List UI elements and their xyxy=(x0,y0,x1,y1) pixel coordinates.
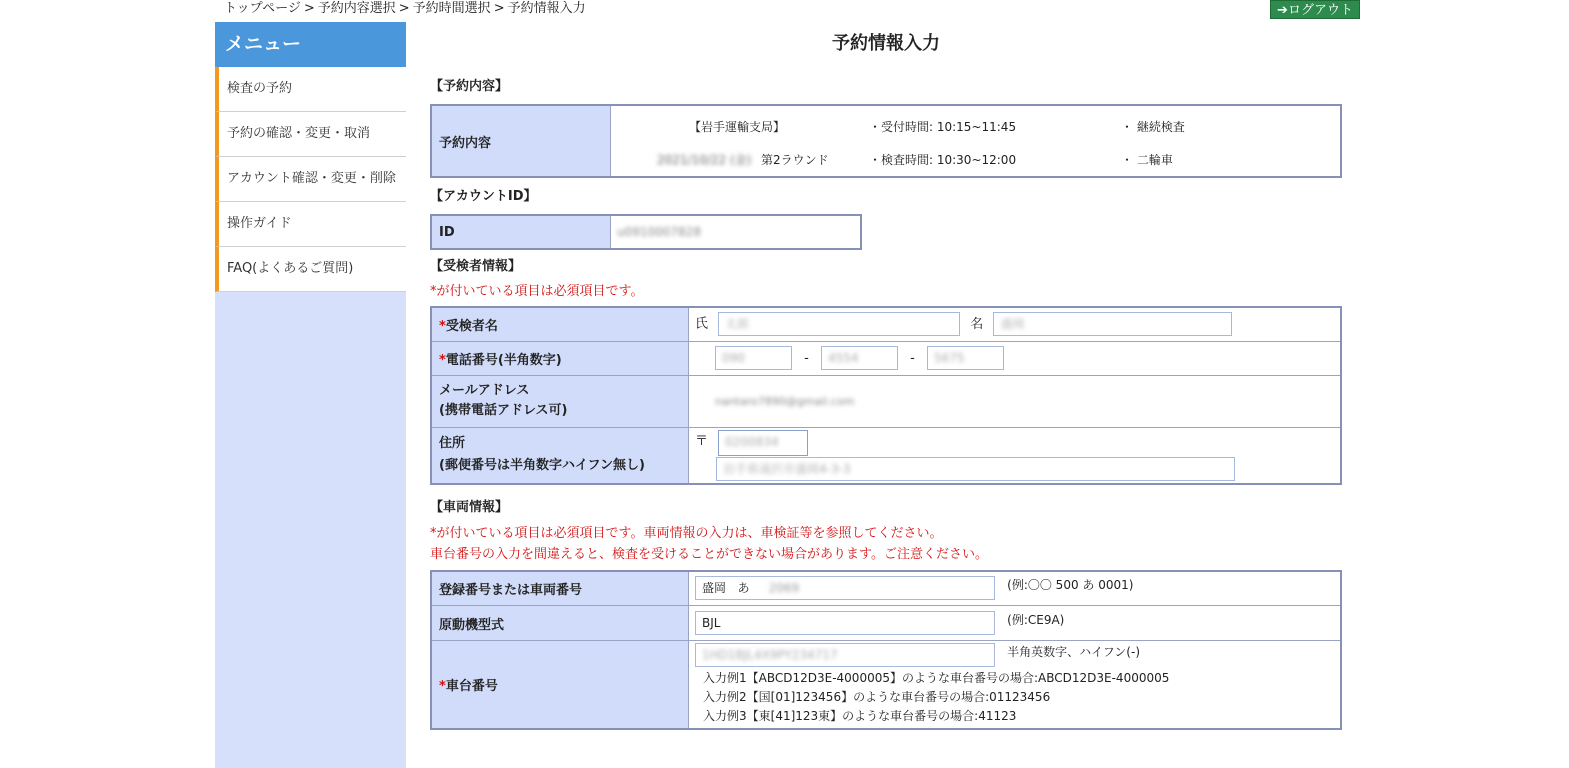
sidebar-item-reserve[interactable]: 検査の予約 xyxy=(215,67,406,112)
page-title: 予約情報入力 xyxy=(832,33,940,54)
first-name-prefix: 名 xyxy=(970,316,984,332)
breadcrumb-sep: > xyxy=(398,1,410,16)
section-vehicle: 【車両情報】 xyxy=(430,499,509,515)
address-label: 住所 xyxy=(439,436,466,451)
engine-model-hint: (例:CE9A) xyxy=(1007,613,1065,627)
chassis-number-input[interactable] xyxy=(695,643,995,667)
inspection-type: ・ 継続検査 xyxy=(1121,120,1185,134)
breadcrumb-sep: > xyxy=(493,1,505,16)
first-name-value: 盛岡 xyxy=(1000,317,1025,332)
phone-value-3: 5675 xyxy=(933,351,965,365)
chassis-example-1: 入力例1【ABCD12D3E-4000005】のような車台番号の場合:ABCD12D3E-4000005 xyxy=(703,671,1170,685)
phone-value-2: 4554 xyxy=(827,351,859,365)
account-table xyxy=(430,214,862,250)
first-name-input[interactable] xyxy=(993,312,1232,336)
main-content xyxy=(430,22,1342,730)
last-name-input[interactable] xyxy=(718,312,960,336)
phone-label: 電話番号(半角数字) xyxy=(445,352,562,368)
address-value: 岩手県滝沢市盛岡4-3-3 xyxy=(723,461,851,476)
breadcrumb-content-select[interactable]: 予約内容選択 xyxy=(317,1,396,16)
phone-input-1[interactable] xyxy=(715,346,792,370)
reservation-date: 2021/10/22 (金) xyxy=(657,153,752,167)
reservation-details xyxy=(617,107,1339,175)
breadcrumb-current: 予約情報入力 xyxy=(507,1,586,16)
sidebar-item-guide[interactable]: 操作ガイド xyxy=(215,202,406,247)
email-value: nantaro7890@gmail.com xyxy=(715,394,855,408)
reservation-label: 予約内容 xyxy=(431,105,611,177)
inspection-time: ・検査時間: 10:30~12:00 xyxy=(869,153,1017,167)
phone-input-2[interactable] xyxy=(821,346,898,370)
chassis-example-3: 入力例3【東[41]123東】のような車台番号の場合:41123 xyxy=(703,709,1017,723)
email-label-sub: (携帯電話アドレス可) xyxy=(439,403,568,418)
chassis-number-label: 車台番号 xyxy=(445,678,498,694)
reception-time: ・受付時間: 10:15~11:45 xyxy=(869,120,1017,134)
registration-kana: あ xyxy=(737,581,750,596)
last-name-value: 太郎 xyxy=(725,317,750,332)
reservation-office: 【岩手運輸支局】 xyxy=(689,120,786,134)
breadcrumb-top[interactable]: トップページ xyxy=(224,1,301,16)
address-label-sub: (郵便番号は半角数字ハイフン無し) xyxy=(439,458,645,473)
chassis-example-2: 入力例2【国[01]123456】のような車台番号の場合:01123456 xyxy=(703,690,1051,704)
examinee-name-label: 受検者名 xyxy=(445,318,498,334)
engine-model-input[interactable]: BJL xyxy=(695,611,995,635)
section-account: 【アカウントID】 xyxy=(430,189,537,204)
examinee-table xyxy=(430,306,1342,485)
sidebar-item-account[interactable]: アカウント確認・変更・削除 xyxy=(215,157,406,202)
breadcrumb-sep: > xyxy=(303,1,315,16)
logout-button[interactable]: ➔ログアウト xyxy=(1270,0,1360,19)
examinee-required-note: *が付いている項目は必須項目です。 xyxy=(430,284,644,299)
phone-value-1: 090 xyxy=(722,351,745,365)
postal-code-value: 0200834 xyxy=(725,434,779,449)
phone-separator: - xyxy=(804,350,809,366)
required-mark: * xyxy=(439,318,446,334)
engine-model-label: 原動機型式 xyxy=(431,606,689,641)
menu-title: メニュー xyxy=(215,22,406,67)
address-input[interactable] xyxy=(716,457,1235,481)
registration-label: 登録番号または車両番号 xyxy=(431,571,689,606)
breadcrumb-time-select[interactable]: 予約時間選択 xyxy=(412,1,491,16)
registration-area: 盛岡 xyxy=(702,581,727,596)
breadcrumb xyxy=(224,0,586,20)
section-reservation: 【予約内容】 xyxy=(430,79,509,94)
email-label: メールアドレス xyxy=(439,383,530,398)
account-id-label: ID xyxy=(431,215,611,249)
vehicle-type: ・ 二輪車 xyxy=(1121,153,1173,167)
registration-hint: (例:〇〇 500 あ 0001) xyxy=(1007,578,1134,593)
vehicle-required-note: *が付いている項目は必須項目です。車両情報の入力は、車検証等を参照してください。 xyxy=(430,525,943,541)
last-name-prefix: 氏 xyxy=(695,316,709,332)
vehicle-table xyxy=(430,570,1342,730)
registration-number: 2069 xyxy=(768,581,800,596)
vehicle-caution-note: 車台番号の入力を間違えると、検査を受けることができない場合があります。ご注意ください。 xyxy=(430,546,988,562)
reservation-round: 第2ラウンド xyxy=(761,153,829,167)
section-examinee: 【受検者情報】 xyxy=(430,259,522,274)
required-mark: * xyxy=(439,352,446,368)
phone-input-3[interactable] xyxy=(927,346,1004,370)
sidebar-item-confirm-change-cancel[interactable]: 予約の確認・変更・取消 xyxy=(215,112,406,157)
reservation-table xyxy=(430,104,1342,178)
account-id-value: u0910007828 xyxy=(617,224,701,239)
postal-mark: 〒 xyxy=(695,433,709,449)
registration-input[interactable] xyxy=(695,576,995,600)
phone-separator: - xyxy=(910,350,915,366)
chassis-number-hint: 半角英数字、ハイフン(-) xyxy=(1007,645,1140,659)
sidebar xyxy=(215,22,406,768)
postal-code-input[interactable] xyxy=(718,430,808,456)
sidebar-item-faq[interactable]: FAQ(よくあるご質問) xyxy=(215,247,406,292)
required-mark: * xyxy=(439,678,446,694)
chassis-number-value: 1HD1BJL4X9PY234717 xyxy=(702,648,838,662)
